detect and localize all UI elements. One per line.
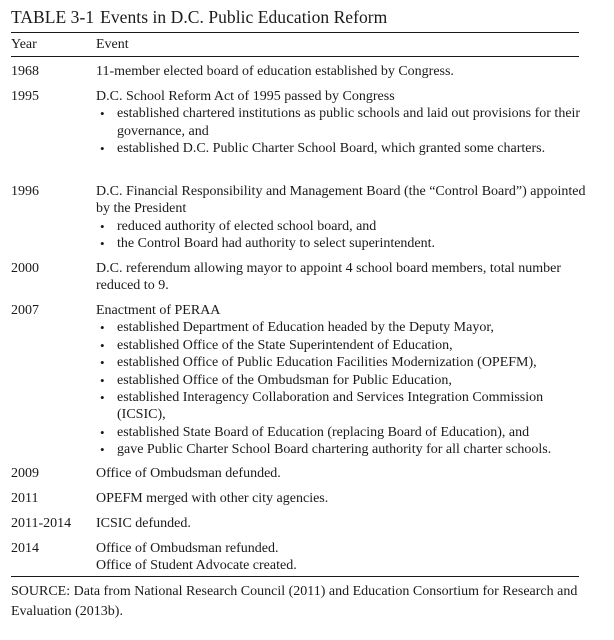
event-text: Office of Ombudsman refunded. xyxy=(96,541,279,556)
event-text: Office of Ombudsman defunded. xyxy=(96,466,281,481)
row-year: 1995 xyxy=(11,89,39,104)
event-bullet: • established chartered institutions as public schools and laid out provisions for their governance, and xyxy=(96,105,586,140)
bottom-rule xyxy=(11,576,579,577)
event-bullet: • established Department of Education headed by the Deputy Mayor, xyxy=(96,319,586,336)
row-event xyxy=(96,302,586,459)
event-text: ICSIC defunded. xyxy=(96,516,191,531)
row-year: 2011 xyxy=(11,491,39,506)
event-bullet-list xyxy=(96,319,586,458)
row-event xyxy=(96,515,586,532)
row-event xyxy=(96,88,586,158)
column-header-year: Year xyxy=(11,37,37,52)
event-text: Enactment of PERAA xyxy=(96,303,221,318)
row-year: 2000 xyxy=(11,261,39,276)
event-bullet: • gave Public Charter School Board chartering authority for all charter schools. xyxy=(96,441,586,458)
event-text: 11-member elected board of education established by Congress. xyxy=(96,64,454,79)
event-bullet-list xyxy=(96,218,586,253)
row-event xyxy=(96,540,586,575)
row-year: 1968 xyxy=(11,64,39,79)
event-bullet: • established Office of Public Education Facilities Modernization (OPEFM), xyxy=(96,354,586,371)
row-event xyxy=(96,465,586,482)
event-text-line2: Office of Student Advocate created. xyxy=(96,558,297,574)
event-text: OPEFM merged with other city agencies. xyxy=(96,491,329,506)
event-text: D.C. referendum allowing mayor to appoint 4 school board members, total number reduced to 9. xyxy=(96,261,562,294)
event-bullet: • the Control Board had authority to select superintendent. xyxy=(96,235,586,252)
column-header-event: Event xyxy=(96,37,129,52)
row-year: 2011-2014 xyxy=(11,516,72,531)
event-bullet-list xyxy=(96,105,586,157)
event-bullet: • established State Board of Education (replacing Board of Education), and xyxy=(96,424,586,441)
event-bullet: • established Office of the Ombudsman for Public Education, xyxy=(96,372,586,389)
event-text: D.C. Financial Responsibility and Management Board (the “Control Board”) appointed by the President xyxy=(96,184,586,217)
row-event xyxy=(96,183,586,253)
source-note: SOURCE: Data from National Research Council (2011) and Education Consortium for Research and Evaluation (2013b). xyxy=(11,584,578,619)
row-event xyxy=(96,63,586,80)
row-event xyxy=(96,490,586,507)
top-rule xyxy=(11,32,579,33)
event-bullet: • reduced authority of elected school board, and xyxy=(96,218,586,235)
event-text: D.C. School Reform Act of 1995 passed by Congress xyxy=(96,89,395,104)
row-event xyxy=(96,260,586,295)
row-year: 2009 xyxy=(11,466,39,481)
event-bullet: • established D.C. Public Charter School Board, which granted some charters. xyxy=(96,140,586,157)
table-title-text: Events in D.C. Public Education Reform xyxy=(100,7,388,27)
event-bullet: • established Office of the State Superintendent of Education, xyxy=(96,337,586,354)
row-year: 2014 xyxy=(11,541,39,556)
table-title xyxy=(11,6,387,28)
row-year: 1996 xyxy=(11,184,39,199)
event-bullet: • established Interagency Collaboration and Services Integration Commission (ICSIC), xyxy=(96,389,586,424)
row-year: 2007 xyxy=(11,303,39,318)
header-rule xyxy=(11,56,579,57)
table-label: TABLE 3-1 xyxy=(11,7,95,27)
